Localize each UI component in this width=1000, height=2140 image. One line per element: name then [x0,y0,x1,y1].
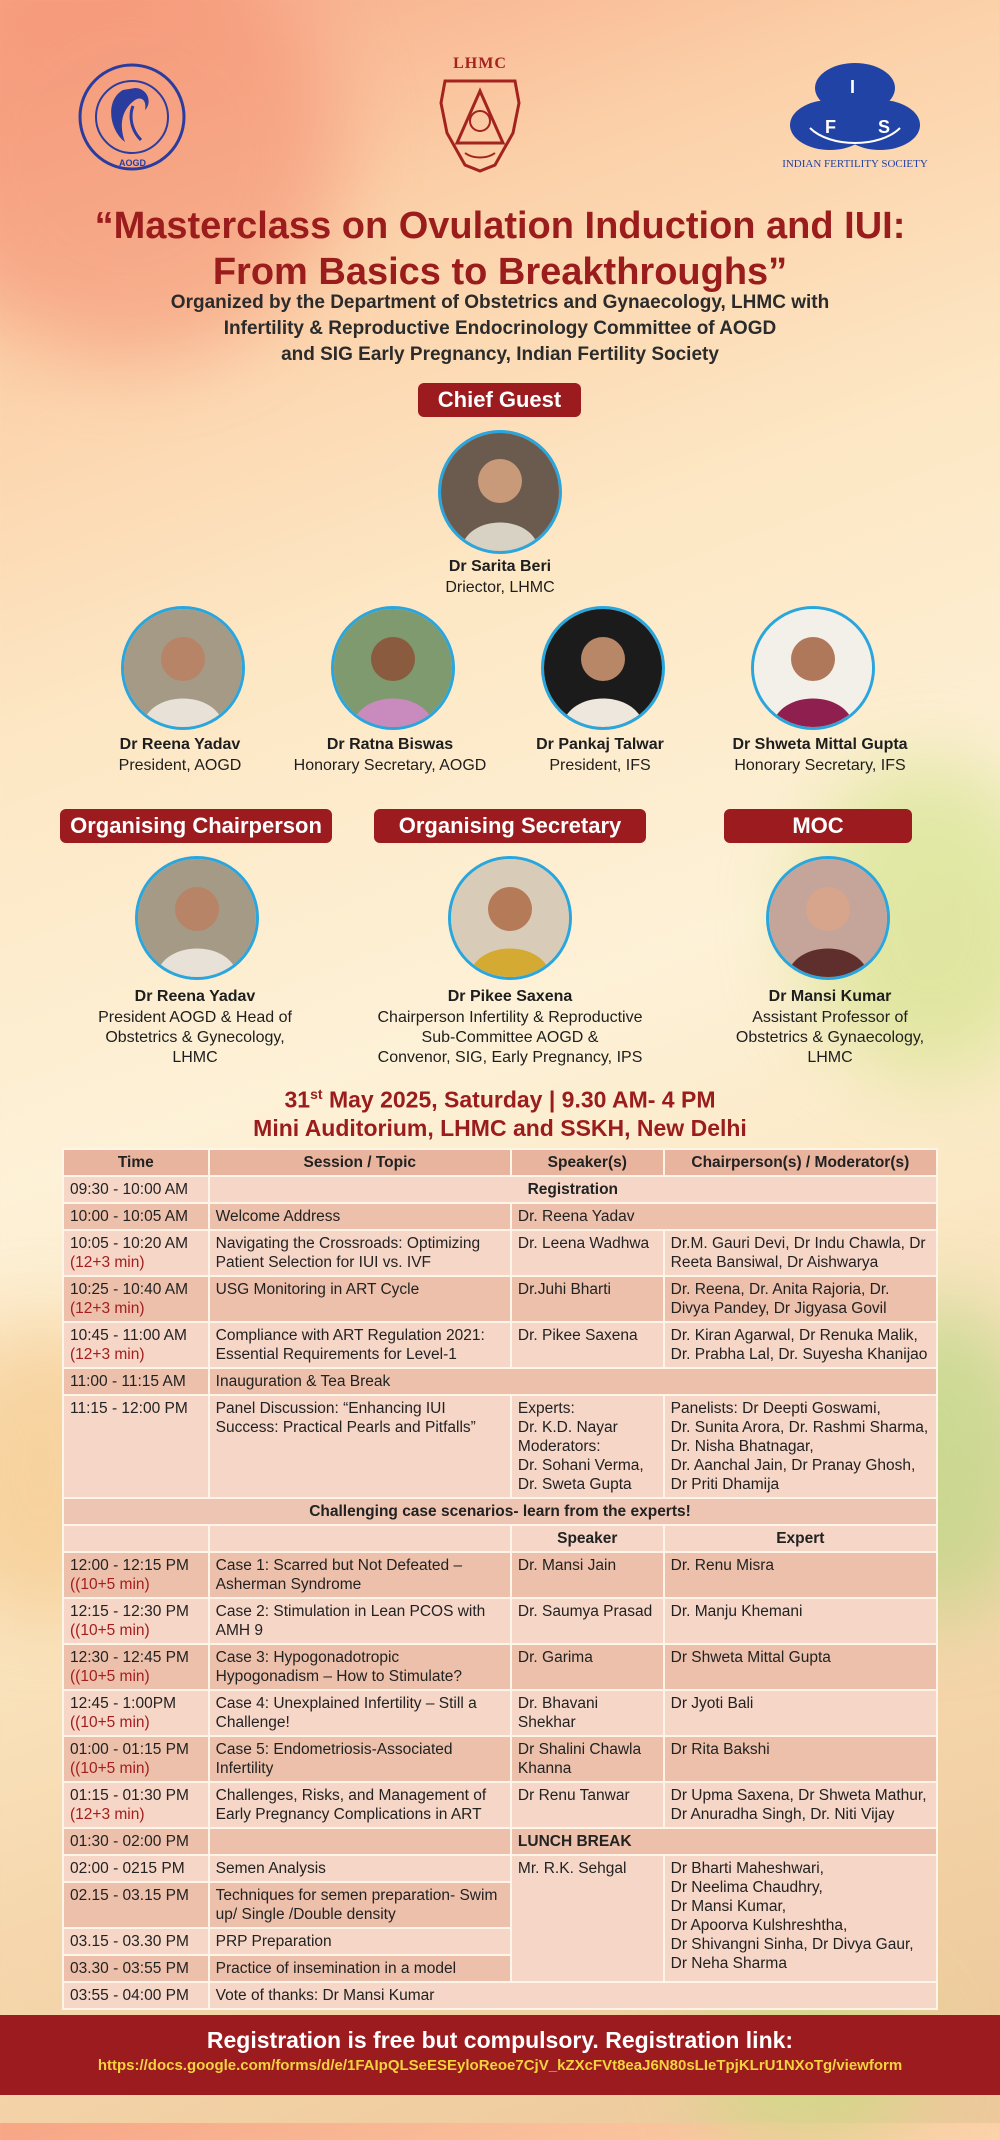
time-cell: 03.15 - 03.30 PM [63,1928,209,1955]
table-row [63,1828,937,1855]
guest-role: Honorary Secretary, IFS [734,757,906,774]
registration-link[interactable]: https://docs.google.com/forms/d/e/1FAIpQLSeESEyloReoe7CjV_kZXcFVt8eaJ6N80sLIeTpjKLrU1NXoTg/viewform [97,2057,903,2074]
chair-line: Dr Shivangni Sinha, Dr Divya Gaur, [670,1936,914,1953]
topic-cell: Practice of insemination in a model [209,1955,511,1982]
chair-cell [664,1855,937,1982]
organiser-role-line: Sub-Committee AOGD & [421,1029,599,1046]
topic-cell: Case 5: Endometriosis-Associated Infertility [209,1736,511,1782]
speaker-cell: Dr. Garima [511,1644,664,1690]
event-title [0,203,1000,295]
guest-photo [541,606,665,730]
chair-line: Dr Mansi Kumar, [670,1898,787,1915]
organiser-role-line: Chairperson Infertility & Reproductive [377,1009,643,1026]
time-cell: 03:55 - 04:00 PM [63,1982,209,2009]
logo-row [0,55,1000,175]
organiser-photo [135,856,259,980]
guest-name: Dr Pankaj Talwar [536,736,664,753]
time-text: 12:30 - 12:45 PM [70,1649,189,1666]
speaker-line: Experts: [517,1400,575,1417]
table-subheader [63,1525,937,1552]
event-date-venue [0,1080,1000,1142]
organiser-role [710,1008,950,1068]
table-row [63,1855,937,1882]
topic-cell: Case 2: Stimulation in Lean PCOS with AMH 9 [209,1598,511,1644]
guest-role: President, IFS [549,757,651,774]
organiser-role [350,1008,670,1068]
chair-line: Dr Apoorva Kulshreshtha, [670,1917,848,1934]
chair-line: Dr Neha Sharma [670,1955,787,1972]
duration-text: ((10+5 min) [70,1760,150,1777]
duration-text: (12+3 min) [70,1346,145,1363]
ifs-letter-s: S [878,117,891,137]
speaker-line: Dr. K.D. Nayar [517,1419,618,1436]
table-row [63,1203,937,1230]
guest-name: Dr Ratna Biswas [326,736,454,753]
speaker-cell: Dr Renu Tanwar [511,1782,664,1828]
guest-name: Dr Shweta Mittal Gupta [732,736,908,753]
organizer-line: Organized by the Department of Obstetrics and Gynaecology, LHMC with [170,292,830,313]
organizer-text [0,290,1000,368]
session-cell: Inauguration & Tea Break [209,1368,937,1395]
chair-cell: Dr Rita Bakshi [664,1736,937,1782]
speaker-cell: Dr. Pikee Saxena [511,1322,664,1368]
topic-cell: Techniques for semen preparation- Swim up/ Single /Double density [209,1882,511,1928]
organising-chairperson-banner: Organising Chairperson [60,809,332,843]
topic-cell: Welcome Address [209,1203,511,1230]
column-header: Speaker(s) [511,1149,664,1176]
time-cell [63,1552,209,1598]
chair-line: Dr. Sunita Arora, Dr. Rashmi Sharma, [670,1419,929,1436]
time-text: 01:15 - 01:30 PM [70,1787,189,1804]
speaker-line: Dr. Sohani Verma, [517,1457,644,1474]
chair-cell: Dr. Kiran Agarwal, Dr Renuka Malik, Dr. Prabha Lal, Dr. Suyesha Khanijao [664,1322,937,1368]
guest-photo [751,606,875,730]
time-cell [63,1644,209,1690]
table-row [63,1552,937,1598]
time-cell: 11:00 - 11:15 AM [63,1368,209,1395]
chief-guest-banner: Chief Guest [418,383,581,417]
guest-name: Dr Reena Yadav [119,736,241,753]
time-cell: 11:15 - 12:00 PM [63,1395,209,1498]
topic-cell: Navigating the Crossroads: Optimizing Patient Selection for IUI vs. IVF [209,1230,511,1276]
organiser-role [80,1008,310,1068]
session-cell: Registration [209,1176,937,1203]
chair-line: Dr Bharti Maheshwari, [670,1860,824,1877]
speaker-cell: Dr. Reena Yadav [511,1203,937,1230]
time-cell [63,1782,209,1828]
column-header: Session / Topic [209,1149,511,1176]
topic-cell: Case 1: Scarred but Not Defeated – Asherman Syndrome [209,1552,511,1598]
organizer-line: and SIG Early Pregnancy, Indian Fertility Society [281,344,719,365]
table-row [63,1230,937,1276]
aogd-logo [75,60,190,175]
organiser-role-line: Obstetrics & Gynaecology, [735,1029,925,1046]
topic-cell: Challenges, Risks, and Management of Early Pregnancy Complications in ART [209,1782,511,1828]
topic-cell: Case 3: Hypogonadotropic Hypogonadism – How to Stimulate? [209,1644,511,1690]
table-row [63,1736,937,1782]
speaker-cell [511,1395,664,1498]
chair-cell: Dr Shweta Mittal Gupta [664,1644,937,1690]
topic-cell: Compliance with ART Regulation 2021: Essential Requirements for Level-1 [209,1322,511,1368]
topic-cell: USG Monitoring in ART Cycle [209,1276,511,1322]
table-row [63,1982,937,2009]
topic-cell: Vote of thanks: Dr Mansi Kumar [209,1982,937,2009]
time-cell: 02.15 - 03.15 PM [63,1882,209,1928]
organiser-name: Dr Pikee Saxena [447,988,573,1005]
empty-cell [209,1828,511,1855]
speaker-cell: Dr. Leena Wadhwa [511,1230,664,1276]
speaker-cell: Dr. Saumya Prasad [511,1598,664,1644]
time-cell [63,1230,209,1276]
time-cell: 10:00 - 10:05 AM [63,1203,209,1230]
topic-cell: Case 4: Unexplained Infertility – Still a Challenge! [209,1690,511,1736]
table-row [63,1644,937,1690]
chief-guest-name: Dr Sarita Beri [448,558,552,575]
programme-table [62,1148,938,2010]
guest-role: Honorary Secretary, AOGD [293,757,487,774]
chair-cell: Dr Jyoti Bali [664,1690,937,1736]
time-cell: 09:30 - 10:00 AM [63,1176,209,1203]
topic-cell: PRP Preparation [209,1928,511,1955]
organiser-role-line: Convenor, SIG, Early Pregnancy, IPS [377,1049,643,1066]
lhmc-logo-text: LHMC [453,55,507,72]
empty-cell [63,1525,209,1552]
chair-cell: Dr. Manju Khemani [664,1598,937,1644]
time-text: 10:45 - 11:00 AM [70,1327,187,1344]
organizer-line: Infertility & Reproductive Endocrinology Committee of AOGD [223,318,777,339]
organiser-photo [448,856,572,980]
time-cell: 03.30 - 03:55 PM [63,1955,209,1982]
organiser-role-line: LHMC [172,1049,218,1066]
time-text: 10:25 - 10:40 AM [70,1281,189,1298]
time-text: 12:45 - 1:00PM [70,1695,176,1712]
event-date-rest: May 2025, Saturday | 9.30 AM- 4 PM [322,1086,716,1113]
column-header: Chairperson(s) / Moderator(s) [664,1149,937,1176]
moc-banner: MOC [724,809,912,843]
duration-text: (12+3 min) [70,1254,145,1271]
event-date-suffix: st [310,1086,323,1102]
event-date-day: 31 [284,1086,311,1113]
organiser-role-line: LHMC [807,1049,853,1066]
organiser-role-line: Assistant Professor of [752,1009,908,1026]
chair-cell: Dr. Renu Misra [664,1552,937,1598]
column-header: Expert [664,1525,937,1552]
event-title-line1: “Masterclass on Ovulation Induction and IUI: [94,205,906,247]
duration-text: ((10+5 min) [70,1622,150,1639]
section-title: Challenging case scenarios- learn from the experts! [63,1498,937,1525]
event-title-line2: From Basics to Breakthroughs” [212,251,788,293]
topic-cell: Semen Analysis [209,1855,511,1882]
time-text: 10:05 - 10:20 AM [70,1235,189,1252]
speaker-line: Dr. Sweta Gupta [517,1476,632,1493]
event-date [0,1080,1000,1114]
organiser-name: Dr Mansi Kumar [768,988,892,1005]
table-row [63,1368,937,1395]
chair-line: Dr Priti Dhamija [670,1476,780,1493]
time-cell [63,1276,209,1322]
ifs-letter-f: F [825,117,836,137]
column-header: Speaker [511,1525,664,1552]
chair-cell: Dr. Reena, Dr. Anita Rajoria, Dr. Divya Pandey, Dr Jigyasa Govil [664,1276,937,1322]
chief-guest-photo [438,430,562,554]
organiser-photo [766,856,890,980]
organiser-name: Dr Reena Yadav [134,988,256,1005]
table-row [63,1395,937,1498]
chief-guest-role: Driector, LHMC [445,579,555,596]
guest-photo [331,606,455,730]
table-row [63,1276,937,1322]
time-cell: 02:00 - 0215 PM [63,1855,209,1882]
guest-photo [121,606,245,730]
speaker-cell: Mr. R.K. Sehgal [511,1855,664,1982]
duration-text: (12+3 min) [70,1806,145,1823]
aogd-logo-text: AOGD [119,158,146,168]
chair-line: Panelists: Dr Deepti Goswami, [670,1400,881,1417]
event-venue: Mini Auditorium, LHMC and SSKH, New Delhi [253,1114,747,1141]
table-row [63,1690,937,1736]
speaker-cell: Dr. Mansi Jain [511,1552,664,1598]
time-text: 12:00 - 12:15 PM [70,1557,189,1574]
organiser-role-line: Obstetrics & Gynecology, [105,1029,285,1046]
table-row [63,1782,937,1828]
guest-role: President, AOGD [118,757,242,774]
time-text: 01:00 - 01:15 PM [70,1741,189,1758]
organiser-role-line: President AOGD & Head of [98,1009,292,1026]
section-header-row [63,1498,937,1525]
speaker-cell: Dr.Juhi Bharti [511,1276,664,1322]
chair-cell: Dr Upma Saxena, Dr Shweta Mathur, Dr Anuradha Singh, Dr. Niti Vijay [664,1782,937,1828]
duration-text: (12+3 min) [70,1300,145,1317]
chair-cell: Dr.M. Gauri Devi, Dr Indu Chawla, Dr Reeta Bansiwal, Dr Aishwarya [664,1230,937,1276]
time-cell [63,1690,209,1736]
chair-line: Dr. Aanchal Jain, Dr Pranay Ghosh, [670,1457,916,1474]
ifs-logo [770,60,940,175]
lhmc-logo [435,55,525,175]
chair-line: Dr Neelima Chaudhry, [670,1879,823,1896]
empty-cell [209,1525,511,1552]
ifs-logo-text: INDIAN FERTILITY SOCIETY [782,158,928,170]
table-row [63,1322,937,1368]
duration-text: ((10+5 min) [70,1714,150,1731]
registration-note: Registration is free but compulsory. Registration link: [206,2027,794,2053]
time-cell [63,1598,209,1644]
time-text: 12:15 - 12:30 PM [70,1603,189,1620]
topic-cell: Panel Discussion: “Enhancing IUI Success: Practical Pearls and Pitfalls” [209,1395,511,1498]
table-header [63,1149,937,1176]
table-row [63,1598,937,1644]
speaker-line: Moderators: [517,1438,601,1455]
organising-secretary-banner: Organising Secretary [374,809,646,843]
speaker-cell: Dr. Bhavani Shekhar [511,1690,664,1736]
chair-cell [664,1395,937,1498]
table-row [63,1176,937,1203]
duration-text: ((10+5 min) [70,1576,150,1593]
ifs-letter-i: I [850,77,856,97]
speaker-cell: Dr Shalini Chawla Khanna [511,1736,664,1782]
column-header: Time [63,1149,209,1176]
time-cell: 01:30 - 02:00 PM [63,1828,209,1855]
time-cell [63,1322,209,1368]
session-cell: LUNCH BREAK [511,1828,937,1855]
chair-line: Dr. Nisha Bhatnagar, [670,1438,814,1455]
time-cell [63,1736,209,1782]
registration-footer [0,2015,1000,2095]
duration-text: ((10+5 min) [70,1668,150,1685]
